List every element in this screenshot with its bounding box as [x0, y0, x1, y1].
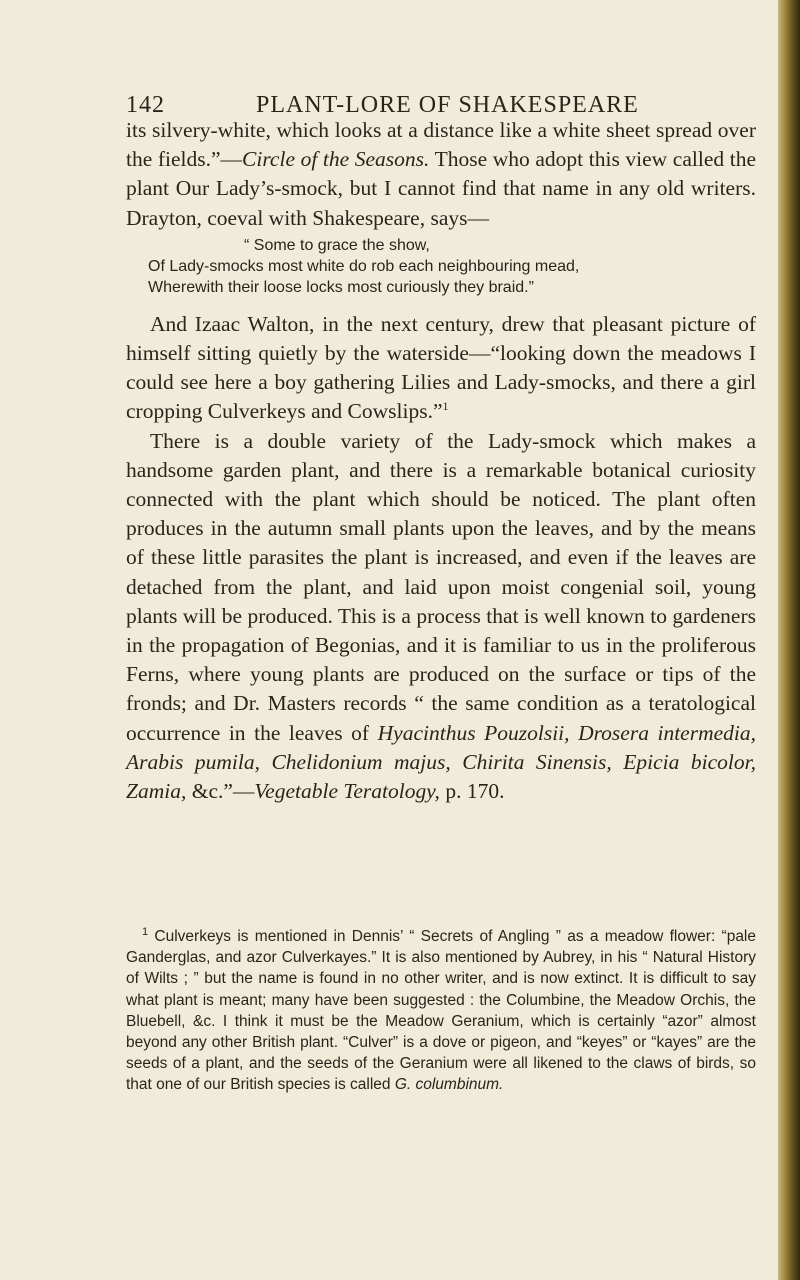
paragraph-1: its silvery-white, which looks at a distance like a white sheet spread over the fields.”—Circle of the Seasons. Those who adopt this view called the plant Our Lady’s-smock, but I cannot find that name in any old writers. Drayton, coeval with Shakespeare, says—: [126, 118, 756, 230]
quote-line: Of Lady-smocks most white do rob each neighbouring mead,: [148, 257, 580, 275]
page-number: 142: [126, 92, 165, 118]
paragraph-2: And Izaac Walton, in the next century, drew that pleasant picture of himself sitting quietly by the waterside—“looking down the meadows I could see here a boy gathering Lilies and Lady-smocks, and there a girl cropping Culverkeys and Cowslips.”$^1$: [126, 311, 756, 424]
paragraph-3: There is a double variety of the Lady-smock which makes a handsome garden plant, and there is a remarkable botanical curiosity connected with the plant which should be noticed. The plant often produces in the autumn small plants upon the leaves, and by the means of these little parasites the plant is increased, and even if the leaves are detached from the plant, and laid upon moist congenial soil, young plants will be produced. This is a process that is well known to gardeners in the propagation of Begonias, and it is familiar to us in the proliferous Ferns, where young plants are produced on the surface or tips of the fronds; and Dr. Masters records “ the same condition as a teratological occurrence in the leaves of Hyacinthus Pouzolsii, Drosera intermedia, Arabis pumila, Chelidonium majus, Chirita Sinensis, Epicia bicolor, Zamia, &c.”—Vegetable Teratology, p. 170.: [126, 428, 757, 804]
footnote-ref: 1: [442, 399, 449, 414]
footnote-number: 1: [142, 925, 149, 938]
quote-line: Wherewith their loose locks most curiously they braid.”: [148, 278, 534, 296]
quote-line: “ Some to grace the show,: [244, 236, 430, 254]
page-edge: [778, 0, 800, 1280]
footnote: $^1$ Culverkeys is mentioned in Dennis’ “ Secrets of Angling ” as a meadow flower: “pale Ganderglas, and azor Culverkayes.” It is also mentioned by Aubrey, in his “ Natural History of Wilts ; ” but the name is found in no other writer, and is now extinct. It is difficult to say what plant is meant; many have been suggested : the Columbine, the Meadow Orchis, the Bluebell, &c. I think it must be the Meadow Geranium, which is certainly “azor” almost beyond any other British plant. “Culver” is a dove or pigeon, and “keyes” or “kayes” are the seeds of a plant, and the seeds of the Geranium were all likened to the claws of birds, so that one of our British species is called G. columbinum.: [126, 925, 756, 1094]
drayton-quote: [148, 235, 756, 298]
main-text: [126, 116, 756, 806]
running-title: PLANT-LORE OF SHAKESPEARE: [256, 92, 639, 118]
